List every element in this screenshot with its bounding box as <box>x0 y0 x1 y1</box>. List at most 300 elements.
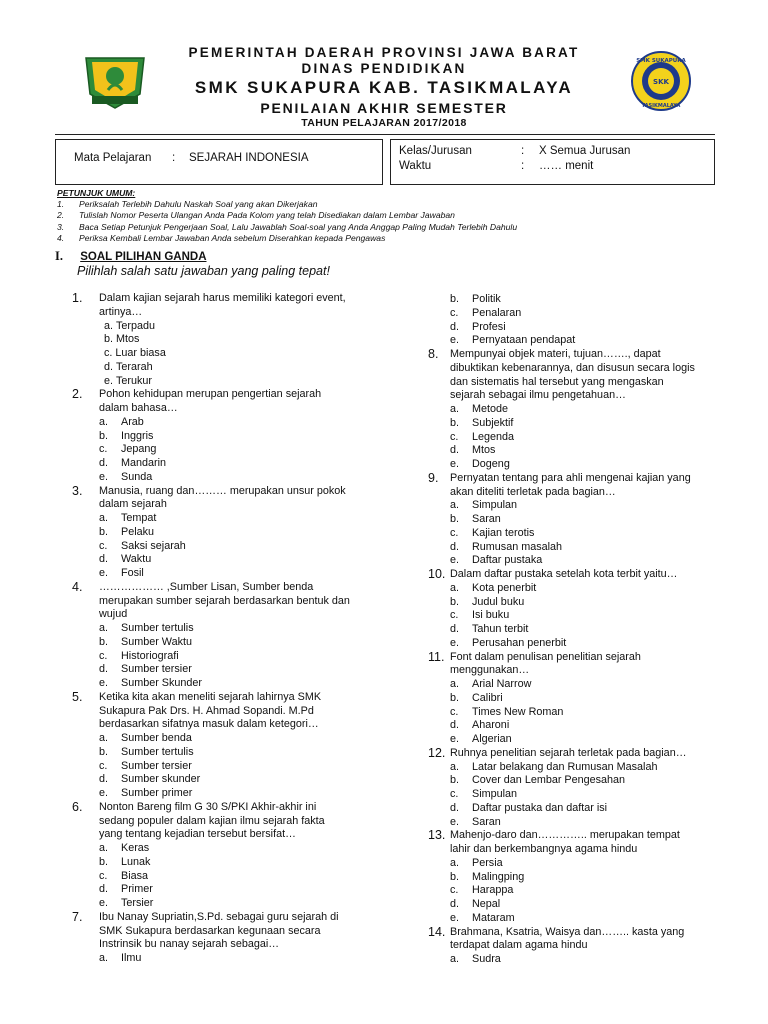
question-text: ……………… ,Sumber Lisan, Sumber benda <box>99 580 314 593</box>
question-line <box>428 926 718 940</box>
subject-value: SEJARAH INDONESIA <box>189 152 309 164</box>
answer-option <box>72 897 372 911</box>
option-text: Harappa <box>472 884 514 897</box>
answer-option <box>72 526 372 540</box>
option-text: Legenda <box>472 430 515 443</box>
question-line <box>72 485 372 499</box>
option-letter: d. <box>99 457 109 469</box>
option-letter: a. <box>99 415 109 428</box>
option-text: Nepal <box>472 898 501 910</box>
question-text: Ketika kita akan meneliti sejarah lahirnya SMK <box>99 690 322 703</box>
option-letter: e. <box>450 554 460 567</box>
option-letter: c. <box>450 526 459 539</box>
header-academic-year: TAHUN PELAJARAN 2017/2018 <box>301 117 467 129</box>
question-text: Dalam kajian sejarah harus memiliki kategori event, <box>99 292 346 304</box>
answer-option <box>428 884 718 898</box>
answer-option <box>428 554 718 568</box>
answer-option <box>72 870 372 884</box>
option-text: Pelaku <box>121 525 155 538</box>
answer-option <box>428 444 718 458</box>
question-text: wujud <box>99 608 128 621</box>
instruction-number: 4. <box>57 232 65 243</box>
question-line <box>428 568 718 582</box>
question-line <box>428 348 718 362</box>
question-text: Mahenjo-daro dan………….. merupakan tempat <box>450 829 680 842</box>
question-number: 5. <box>72 689 83 704</box>
question-number: 3. <box>72 483 83 498</box>
instruction-text: Periksalah Terlebih Dahulu Naskah Soal yang akan Dikerjakan <box>79 199 318 210</box>
question-continuation <box>428 486 718 500</box>
option-text: Subjektif <box>472 416 514 429</box>
option-letter: b. <box>450 595 460 608</box>
general-instructions <box>57 188 737 244</box>
question-text: menggunakan… <box>450 664 530 677</box>
answer-option <box>428 527 718 541</box>
question-text: yang tentang kejadian tersebut bersifat… <box>99 828 296 841</box>
class-value: X Semua Jurusan <box>539 145 631 157</box>
question-continuation <box>428 362 718 376</box>
question-text: Font dalam penulisan penelitian sejarah <box>450 650 641 663</box>
option-letter: d. <box>450 623 460 635</box>
answer-option <box>72 883 372 897</box>
answer-option <box>72 347 372 361</box>
answer-option <box>72 553 372 567</box>
answer-option <box>72 443 372 457</box>
option-text: Politik <box>472 293 501 305</box>
answer-option <box>428 678 718 692</box>
option-text: Terarah <box>116 360 153 373</box>
option-letter: d. <box>450 719 460 732</box>
option-text: Algerian <box>472 733 512 745</box>
answer-option <box>72 540 372 554</box>
answer-option <box>428 499 718 513</box>
option-letter: b. <box>99 429 109 442</box>
option-text: Saran <box>472 513 501 525</box>
answer-option <box>428 802 718 816</box>
question-text: dibuktikan kebenarannya, dan disusun secara logis <box>450 361 695 374</box>
instruction-number: 3. <box>57 221 65 232</box>
option-letter: d. <box>450 540 460 553</box>
school-logo-bottom-text: TASIKMALAYA <box>641 103 681 109</box>
option-text: Arial Narrow <box>472 678 532 690</box>
option-text: Sumber tertulis <box>121 622 194 634</box>
answer-option <box>72 361 372 375</box>
option-letter: d. <box>450 320 460 333</box>
question-continuation <box>428 843 718 857</box>
option-text: Tahun terbit <box>472 623 529 635</box>
school-logo-mid-text: SKK <box>653 78 669 86</box>
question-number: 7. <box>72 909 83 924</box>
questions-left-column <box>72 292 372 966</box>
option-letter: c. <box>450 430 459 443</box>
option-text: Mataram <box>472 911 515 924</box>
answer-option <box>72 650 372 664</box>
answer-option <box>428 733 718 747</box>
option-letter: d. <box>450 444 460 457</box>
question-text: Nonton Bareng film G 30 S/PKI Akhir-akhir ini <box>99 800 317 813</box>
question-number: 13. <box>428 828 446 843</box>
question-number: 6. <box>72 799 83 814</box>
answer-option <box>428 898 718 912</box>
answer-option <box>72 952 372 966</box>
option-letter: d. <box>450 801 460 814</box>
option-text: Perusahan penerbit <box>472 636 567 649</box>
question-text: merupakan sumber sejarah berdasarkan bentuk dan <box>99 594 350 607</box>
option-text: Terpadu <box>116 319 156 332</box>
section-instruction: Pilihlah salah satu jawaban yang paling tepat! <box>77 264 330 278</box>
option-letter: a. <box>104 319 114 332</box>
answer-option <box>72 760 372 774</box>
question-text: berdasarkan sifatnya masuk dalam ketegori… <box>99 718 319 731</box>
option-letter: c. <box>99 649 108 662</box>
option-text: Kota penerbit <box>472 581 537 594</box>
option-letter: c. <box>450 705 459 718</box>
option-text: Sumber tersier <box>121 759 192 772</box>
answer-option <box>72 567 372 581</box>
answer-option <box>428 458 718 472</box>
option-text: Inggris <box>121 429 154 442</box>
option-text: Sumber Skunder <box>121 677 203 689</box>
option-letter: d. <box>450 898 460 910</box>
answer-option <box>72 787 372 801</box>
option-text: Times New Roman <box>472 705 564 718</box>
option-text: Sumber tersier <box>121 663 192 676</box>
option-text: Simpulan <box>472 788 518 800</box>
answer-option <box>72 636 372 650</box>
option-text: Penalaran <box>472 306 522 319</box>
question-line <box>72 292 372 306</box>
option-letter: b. <box>450 870 460 883</box>
question-number: 12. <box>428 745 446 760</box>
answer-option <box>428 637 718 651</box>
option-letter: b. <box>450 513 460 525</box>
question-line <box>72 801 372 815</box>
option-text: Sumber skunder <box>121 773 201 786</box>
option-letter: c. <box>99 759 108 772</box>
answer-option <box>428 912 718 926</box>
answer-option <box>428 417 718 431</box>
option-text: Profesi <box>472 320 506 333</box>
answer-option <box>72 856 372 870</box>
option-text: Tempat <box>121 512 157 524</box>
question-line <box>72 691 372 705</box>
section-title: SOAL PILIHAN GANDA <box>80 251 207 263</box>
answer-option <box>428 403 718 417</box>
answer-option <box>428 541 718 555</box>
option-letter: b. <box>99 745 109 758</box>
question-text: Ibu Nanay Supriatin,S.Pd. sebagai guru sejarah di <box>99 910 339 923</box>
question-continuation <box>428 376 718 390</box>
option-letter: e. <box>99 787 109 799</box>
section-heading <box>55 249 207 264</box>
option-letter: a. <box>99 622 109 634</box>
option-letter: b. <box>99 855 109 868</box>
option-text: Terukur <box>116 374 153 387</box>
option-text: Aharoni <box>472 719 510 732</box>
question-continuation <box>72 306 372 320</box>
answer-option <box>428 623 718 637</box>
option-text: Mandarin <box>121 457 167 469</box>
answer-option <box>428 582 718 596</box>
option-text: Keras <box>121 842 150 854</box>
option-text: Fosil <box>121 567 144 579</box>
option-text: Tersier <box>121 897 154 909</box>
answer-option <box>72 471 372 485</box>
option-text: Judul buku <box>472 595 525 608</box>
question-line <box>72 581 372 595</box>
option-letter: e. <box>450 334 460 347</box>
question-text: dalam sejarah <box>99 498 167 511</box>
answer-option <box>428 307 718 321</box>
question-text: dan sistematis hal tersebut yang mengaskan <box>450 375 664 388</box>
answer-option <box>72 512 372 526</box>
instruction-item <box>57 233 737 244</box>
class-label: Kelas/Jurusan <box>399 145 472 157</box>
question-number: 2. <box>72 387 83 402</box>
instruction-number: 1. <box>57 199 65 210</box>
answer-option <box>428 871 718 885</box>
answer-option <box>428 816 718 830</box>
question-continuation <box>72 402 372 416</box>
time-value: …… menit <box>539 160 594 172</box>
question-text: Ruhnya penelitian sejarah terletak pada bagian… <box>450 746 687 759</box>
option-text: Sumber tertulis <box>121 745 194 758</box>
option-text: Sunda <box>121 470 153 483</box>
answer-option <box>428 321 718 335</box>
answer-option <box>72 457 372 471</box>
school-logo-top-text: SMK SUKAPURA <box>636 58 686 64</box>
question-continuation <box>72 608 372 622</box>
question-text: sejarah sebagai ilmu pengetahuan… <box>450 389 626 402</box>
question-continuation <box>72 705 372 719</box>
option-letter: a. <box>450 403 460 415</box>
answer-option <box>72 416 372 430</box>
question-line <box>72 388 372 402</box>
option-text: Waktu <box>121 553 152 566</box>
option-text: Sumber primer <box>121 787 193 799</box>
answer-option <box>428 431 718 445</box>
question-number: 9. <box>428 470 439 485</box>
question-line <box>428 651 718 665</box>
subject-separator: : <box>172 152 176 164</box>
instruction-item <box>57 222 737 233</box>
option-letter: b. <box>450 293 460 305</box>
instruction-text: Tulislah Nomor Peserta Ulangan Anda Pada Kolom yang telah Disediakan dalam Lembar Jawaban <box>79 210 455 221</box>
instruction-item <box>57 210 737 221</box>
question-text: sedang populer dalam kajian ilmu sejarah fakta <box>99 814 325 827</box>
option-letter: e. <box>104 374 114 387</box>
option-letter: b. <box>450 774 460 787</box>
answer-option <box>428 334 718 348</box>
option-text: Sumber Waktu <box>121 635 193 648</box>
answer-option <box>72 333 372 347</box>
answer-option <box>428 692 718 706</box>
answer-option <box>428 719 718 733</box>
time-separator: : <box>521 160 525 172</box>
option-letter: b. <box>99 525 109 538</box>
option-text: Luar biasa <box>115 347 166 359</box>
question-text: Dalam daftar pustaka setelah kota terbit yaitu… <box>450 568 678 580</box>
question-text: Mempunyai objek materi, tujuan……., dapat <box>450 348 661 360</box>
option-letter: c. <box>450 788 459 800</box>
question-continuation <box>72 938 372 952</box>
option-text: Primer <box>121 883 153 896</box>
option-letter: a. <box>99 512 109 524</box>
option-letter: c. <box>99 539 108 552</box>
option-letter: a. <box>450 678 460 690</box>
header-exam-title: PENILAIAN AKHIR SEMESTER <box>260 100 508 116</box>
question-continuation <box>72 595 372 609</box>
option-letter: a. <box>450 953 460 965</box>
option-text: Saksi sejarah <box>121 539 186 552</box>
option-text: Mtos <box>116 333 140 346</box>
section-number: I. <box>55 249 63 263</box>
option-text: Arab <box>121 415 144 428</box>
option-letter: e. <box>450 458 460 470</box>
answer-option <box>72 773 372 787</box>
answer-option <box>72 622 372 636</box>
answer-option <box>428 761 718 775</box>
option-letter: d. <box>99 773 109 786</box>
question-text: artinya… <box>99 305 143 318</box>
option-letter: a. <box>99 842 109 854</box>
instruction-text: Baca Setiap Petunjuk Pengerjaan Soal, Lalu Jawablah Soal-soal yang Anda Anggap Paling Mudah Terlebih Dahulu <box>79 221 518 232</box>
instruction-text: Periksa Kembali Lembar Jawaban Anda sebelum Diserahkan kepada Pengawas <box>79 232 386 243</box>
option-text: Persia <box>472 856 503 869</box>
instruction-item <box>57 199 737 210</box>
option-letter: b. <box>450 691 460 704</box>
question-text: Pernyatan tentang para ahli mengenai kajian yang <box>450 471 691 484</box>
question-text: lahir dan berkembangnya agama hindu <box>450 843 638 855</box>
instructions-title: PETUNJUK UMUM: <box>57 188 136 198</box>
option-text: Daftar pustaka dan daftar isi <box>472 801 608 814</box>
option-text: Pernyataan pendapat <box>472 334 576 347</box>
question-text: dalam bahasa… <box>99 402 178 414</box>
option-text: Isi buku <box>472 609 510 622</box>
class-separator: : <box>521 145 525 157</box>
option-letter: b. <box>104 333 114 346</box>
option-letter: c. <box>450 306 459 319</box>
option-letter: c. <box>450 884 459 897</box>
option-text: Lunak <box>121 855 151 868</box>
question-line <box>72 911 372 925</box>
question-continuation <box>428 939 718 953</box>
subject-label: Mata Pelajaran <box>74 152 152 164</box>
time-label: Waktu <box>399 160 432 172</box>
question-line <box>428 747 718 761</box>
option-text: Simpulan <box>472 499 518 512</box>
question-continuation <box>72 828 372 842</box>
answer-option <box>72 842 372 856</box>
question-number: 14. <box>428 924 446 939</box>
option-letter: c. <box>104 347 113 359</box>
answer-option <box>428 513 718 527</box>
question-text: Sukapura Pak Drs. H. Ahmad Sopandi. M.Pd <box>99 704 314 717</box>
option-text: Jepang <box>121 443 157 456</box>
subject-info-box <box>55 139 383 185</box>
option-letter: d. <box>104 360 114 373</box>
question-text: Brahmana, Ksatria, Waisya dan…….. kasta yang <box>450 925 685 938</box>
option-letter: a. <box>450 760 460 773</box>
option-letter: c. <box>99 869 108 882</box>
option-text: Daftar pustaka <box>472 554 543 567</box>
answer-option <box>428 609 718 623</box>
header-department: DINAS PENDIDIKAN <box>301 61 467 76</box>
option-letter: e. <box>99 567 109 579</box>
option-letter: e. <box>450 911 460 924</box>
option-text: Kajian terotis <box>472 526 535 539</box>
question-continuation <box>428 664 718 678</box>
option-letter: e. <box>450 815 460 828</box>
option-text: Biasa <box>121 869 149 882</box>
answer-option <box>428 788 718 802</box>
answer-option <box>72 430 372 444</box>
option-text: Malingping <box>472 870 525 883</box>
answer-option <box>428 857 718 871</box>
question-line <box>428 829 718 843</box>
question-continuation <box>428 389 718 403</box>
option-text: Dogeng <box>472 458 510 470</box>
header-divider <box>55 134 715 135</box>
answer-option <box>72 663 372 677</box>
school-logo <box>630 50 692 112</box>
option-letter: a. <box>99 732 109 744</box>
option-text: Historiografi <box>121 649 179 662</box>
option-text: Rumusan masalah <box>472 540 563 553</box>
question-number: 1. <box>72 291 83 305</box>
question-continuation <box>72 498 372 512</box>
option-letter: a. <box>450 581 460 594</box>
option-letter: a. <box>450 856 460 869</box>
option-letter: d. <box>99 553 109 566</box>
option-text: Sumber benda <box>121 732 192 744</box>
option-letter: c. <box>99 443 108 456</box>
answer-option <box>428 706 718 720</box>
option-letter: e. <box>450 636 460 649</box>
question-text: Pohon kehidupan merupan pengertian sejarah <box>99 388 322 401</box>
answer-option <box>72 746 372 760</box>
instruction-number: 2. <box>57 210 65 221</box>
question-text: terdapat dalam agama hindu <box>450 939 588 952</box>
option-letter: e. <box>450 733 460 745</box>
header-school-name: SMK SUKAPURA KAB. TASIKMALAYA <box>194 78 574 97</box>
option-letter: a. <box>99 952 109 964</box>
answer-option <box>72 732 372 746</box>
answer-option <box>72 320 372 334</box>
option-text: Sudra <box>472 953 501 965</box>
question-number: 10. <box>428 567 446 581</box>
question-text: Manusia, ruang dan……… merupakan unsur pokok <box>99 484 346 497</box>
question-continuation <box>72 815 372 829</box>
option-letter: d. <box>99 883 109 896</box>
question-text: Instrinsik bu nanay sejarah sebagai… <box>99 938 280 951</box>
option-text: Mtos <box>472 444 496 457</box>
option-letter: c. <box>450 609 459 622</box>
option-letter: e. <box>99 470 109 483</box>
question-text: SMK Sukapura berdasarkan kegunaan secara <box>99 924 321 937</box>
option-text: Metode <box>472 403 509 415</box>
option-text: Calibri <box>472 691 503 704</box>
option-text: Saran <box>472 815 501 828</box>
class-info-box <box>390 139 715 185</box>
header-province: PEMERINTAH DAERAH PROVINSI JAWA BARAT <box>188 45 580 60</box>
answer-option <box>428 774 718 788</box>
option-text: Latar belakang dan Rumusan Masalah <box>472 760 658 773</box>
answer-option <box>428 953 718 967</box>
option-letter: d. <box>99 663 109 676</box>
option-letter: a. <box>450 499 460 512</box>
option-text: Cover dan Lembar Pengesahan <box>472 774 626 787</box>
